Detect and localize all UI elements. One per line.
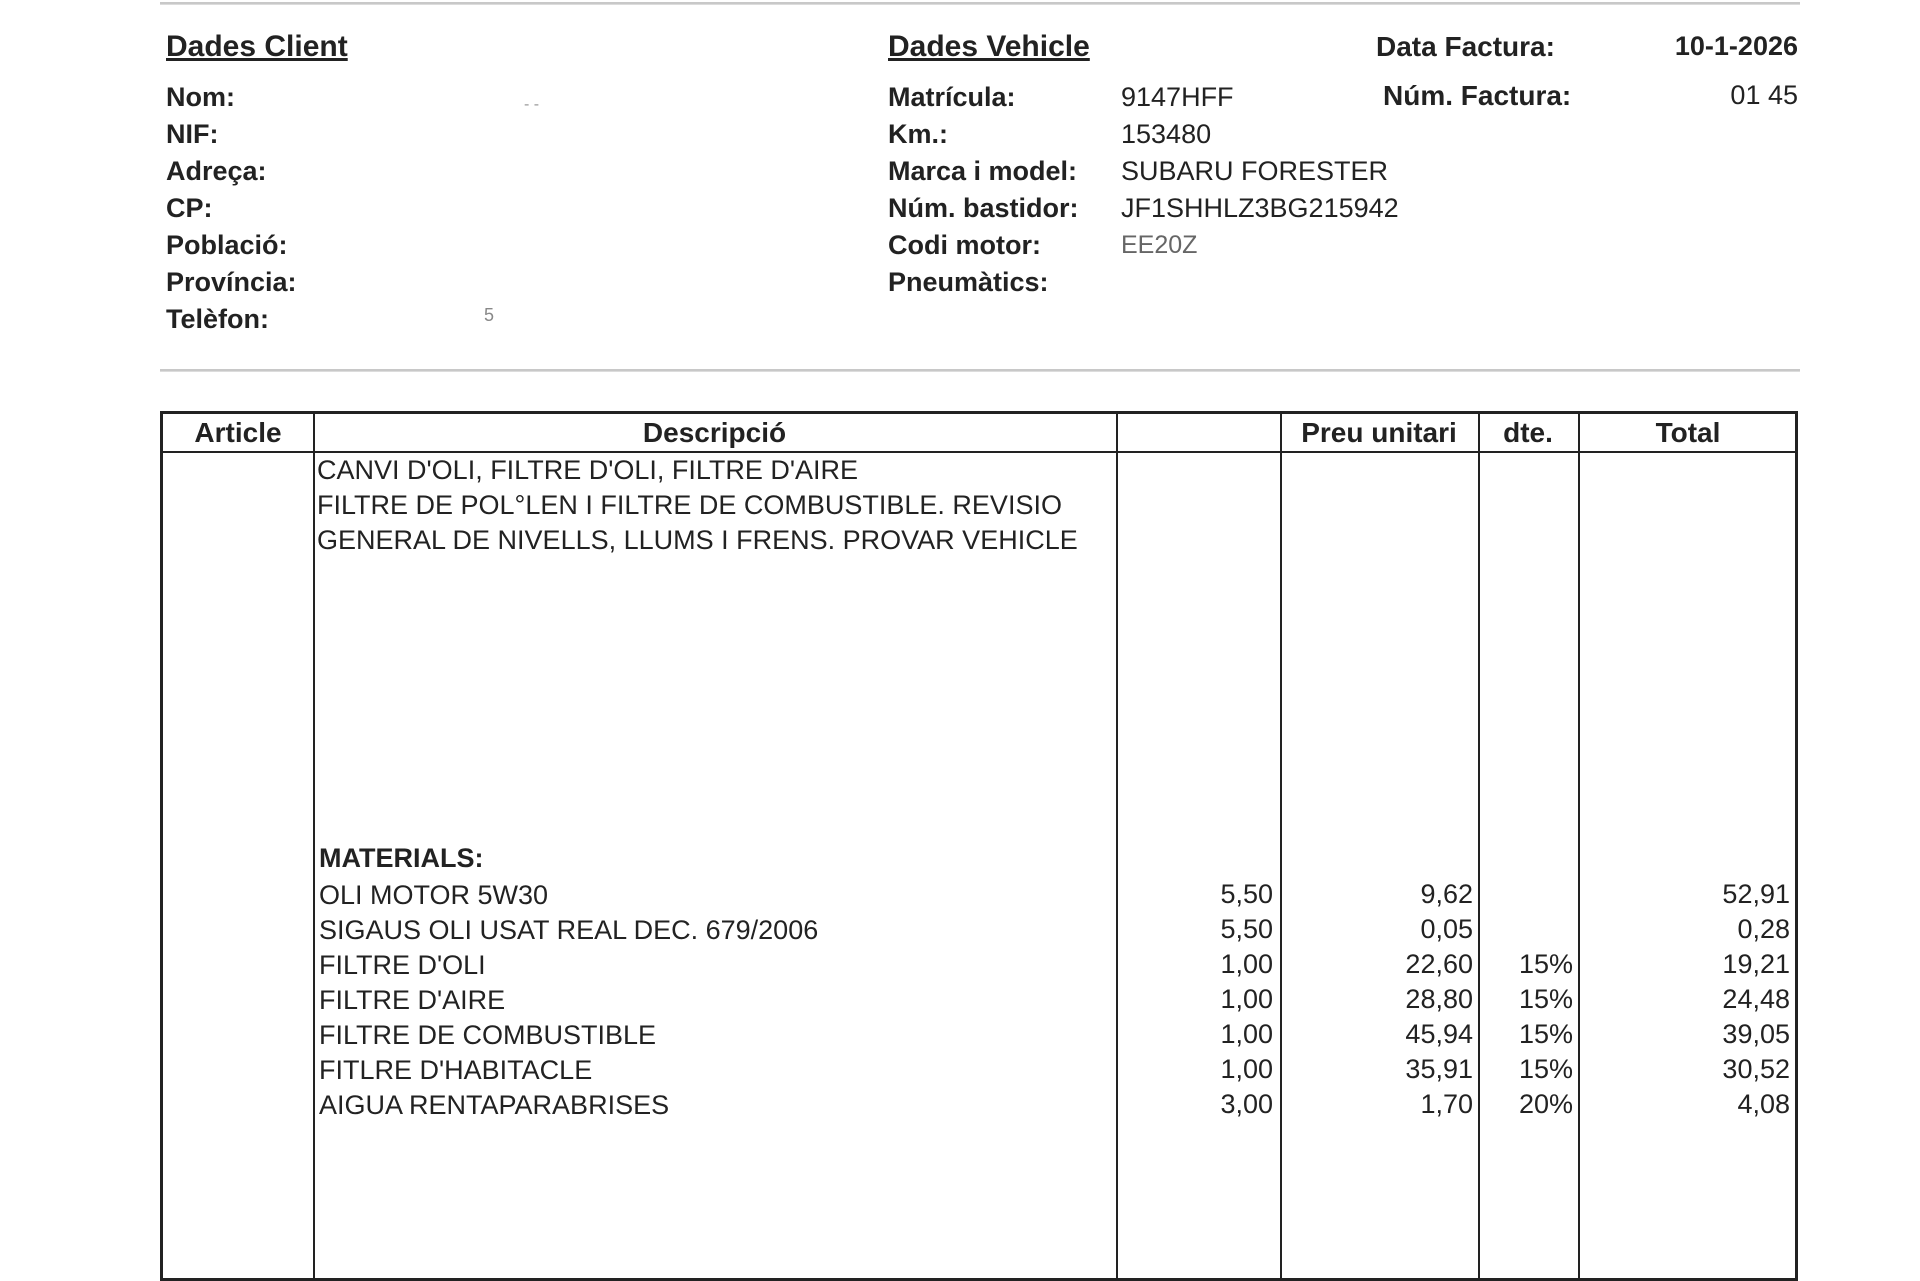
- material-total: 52,91: [1722, 879, 1790, 909]
- material-discount: 20%: [1518, 1089, 1573, 1119]
- vehicle-engine-label: Codi motor:: [888, 230, 1041, 260]
- invoice-lines-table: [160, 411, 1798, 1281]
- invoice-date-value: 10-1-2026: [1674, 31, 1798, 61]
- material-description: AIGUA RENTAPARABRISES: [319, 1090, 670, 1120]
- header-quantity: [1116, 414, 1280, 452]
- work-description-line: GENERAL DE NIVELLS, LLUMS I FRENS. PROVAR VEHICLE: [317, 525, 1078, 555]
- material-unit-price: 22,60: [1405, 949, 1473, 979]
- client-town-label: Població:: [166, 230, 288, 260]
- material-quantity: 1,00: [1220, 1054, 1273, 1084]
- material-description: FITLRE D'HABITACLE: [319, 1055, 593, 1085]
- material-unit-price: 9,62: [1420, 879, 1473, 909]
- vehicle-vin-value: JF1SHHLZ3BG215942: [1121, 193, 1399, 223]
- vehicle-model-label: Marca i model:: [888, 156, 1078, 186]
- top-rule: [160, 2, 1800, 5]
- material-quantity: 1,00: [1220, 984, 1273, 1014]
- invoice-number-value: 01 45: [1730, 80, 1798, 110]
- vehicle-plate-value: 9147HFF: [1121, 82, 1234, 112]
- material-description: SIGAUS OLI USAT REAL DEC. 679/2006: [319, 915, 819, 945]
- invoice-date-label: Data Factura:: [1376, 31, 1555, 62]
- material-discount: 15%: [1518, 949, 1573, 979]
- client-postcode-label: CP:: [166, 193, 213, 223]
- material-discount: 15%: [1518, 1019, 1573, 1049]
- header-description: Descripció: [642, 417, 787, 448]
- vehicle-section-title: Dades Vehicle: [888, 30, 1090, 63]
- client-province-label: Província:: [166, 267, 297, 297]
- material-total: 24,48: [1722, 984, 1790, 1014]
- vehicle-km-value: 153480: [1121, 119, 1212, 149]
- col-divider-quantity: [1280, 414, 1282, 1278]
- work-description-line: CANVI D'OLI, FILTRE D'OLI, FILTRE D'AIRE: [317, 455, 859, 485]
- material-unit-price: 45,94: [1405, 1019, 1473, 1049]
- material-discount: 15%: [1518, 984, 1573, 1014]
- material-quantity: 1,00: [1220, 949, 1273, 979]
- material-quantity: 5,50: [1220, 879, 1273, 909]
- header-article: Article: [194, 417, 282, 448]
- col-divider-article: [313, 414, 315, 1278]
- invoice-number-label: Núm. Factura:: [1383, 80, 1572, 111]
- material-quantity: 3,00: [1220, 1089, 1273, 1119]
- client-address-label: Adreça:: [166, 156, 267, 186]
- client-name-label: Nom:: [166, 82, 235, 112]
- client-section-title: Dades Client: [166, 30, 348, 63]
- material-unit-price: 35,91: [1405, 1054, 1473, 1084]
- vehicle-km-label: Km.:: [888, 119, 948, 149]
- material-description: FILTRE D'AIRE: [319, 985, 506, 1015]
- material-total: 0,28: [1737, 914, 1790, 944]
- material-unit-price: 0,05: [1420, 914, 1473, 944]
- material-total: 4,08: [1737, 1089, 1790, 1119]
- material-total: 19,21: [1722, 949, 1790, 979]
- material-total: 30,52: [1722, 1054, 1790, 1084]
- header-total: Total: [1655, 417, 1721, 448]
- client-phone-value: 5: [484, 305, 495, 325]
- header-discount: dte.: [1503, 417, 1553, 448]
- col-divider-discount: [1578, 414, 1580, 1278]
- materials-title: MATERIALS:: [319, 843, 484, 873]
- col-divider-unit-price: [1478, 414, 1480, 1278]
- vehicle-engine-value: EE20Z: [1121, 231, 1198, 259]
- client-phone-label: Telèfon:: [166, 304, 269, 334]
- vehicle-tyres-label: Pneumàtics:: [888, 267, 1049, 297]
- material-description: FILTRE D'OLI: [319, 950, 486, 980]
- header-unit-price: Preu unitari: [1301, 417, 1457, 448]
- client-nif-label: NIF:: [166, 119, 219, 149]
- material-discount: 15%: [1518, 1054, 1573, 1084]
- vehicle-model-value: SUBARU FORESTER: [1121, 156, 1389, 186]
- material-description: FILTRE DE COMBUSTIBLE: [319, 1020, 657, 1050]
- material-unit-price: 1,70: [1420, 1089, 1473, 1119]
- material-quantity: 1,00: [1220, 1019, 1273, 1049]
- vehicle-plate-label: Matrícula:: [888, 82, 1016, 112]
- material-total: 39,05: [1722, 1019, 1790, 1049]
- col-divider-description: [1116, 414, 1118, 1278]
- work-description-line: FILTRE DE POL°LEN I FILTRE DE COMBUSTIBLE. REVISIO: [317, 490, 1062, 520]
- material-quantity: 5,50: [1220, 914, 1273, 944]
- middle-rule: [160, 369, 1800, 372]
- vehicle-vin-label: Núm. bastidor:: [888, 193, 1079, 223]
- material-description: OLI MOTOR 5W30: [319, 880, 549, 910]
- scan-mark: - -: [524, 96, 540, 113]
- material-unit-price: 28,80: [1405, 984, 1473, 1014]
